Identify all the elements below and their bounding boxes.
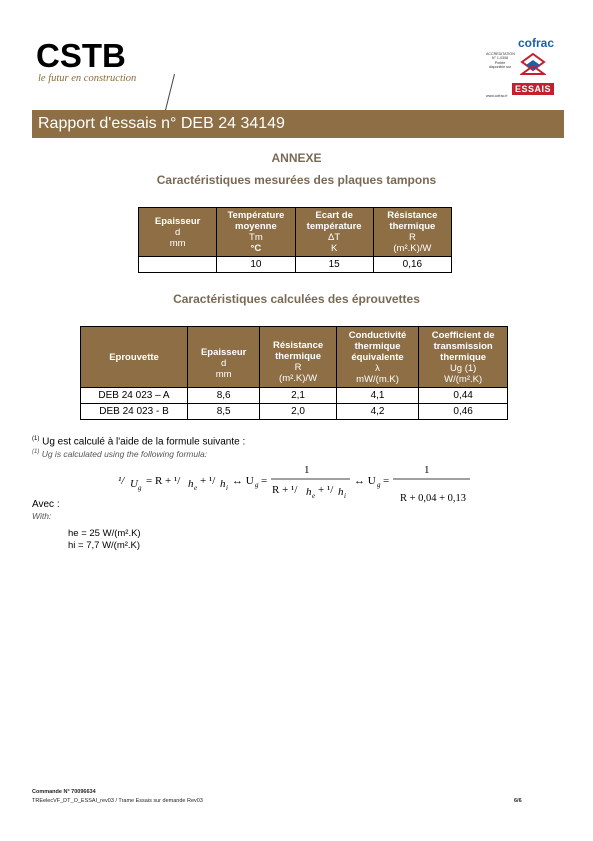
table-cell: 4,1 (336, 388, 419, 404)
table-header-cell (419, 327, 508, 388)
th-symbol: d (221, 357, 227, 369)
table-cell: 4,2 (336, 404, 419, 420)
table-row (81, 388, 508, 404)
cofrac-logo (486, 36, 554, 102)
note-fr-text: Ug est calculé à l'aide de la formule suivante : (39, 436, 246, 448)
table-cell: 0,16 (373, 257, 451, 273)
svg-text:g: g (377, 481, 381, 489)
th-label: Epaisseur (154, 215, 201, 227)
cofrac-line: ACCREDITATION (486, 52, 515, 56)
svg-text:= R + ¹/: = R + ¹/ (146, 475, 181, 487)
th-label: Température moyenne (227, 210, 285, 232)
table-header-cell (81, 327, 188, 388)
table-cell: DEB 24 023 – A (81, 388, 188, 404)
th-symbol: R (408, 232, 416, 243)
note-marker: (1) (32, 449, 40, 456)
table-header-cell (139, 208, 217, 257)
svg-text:=: = (261, 475, 268, 487)
table-header-cell (295, 208, 373, 257)
table-header-cell (260, 327, 336, 388)
th-unit: mW/(m.K) (356, 373, 399, 385)
th-label: Ecart de température (306, 210, 362, 232)
logo-text: CSTB (36, 37, 126, 74)
th-unit: K (330, 243, 338, 254)
table-header-cell (217, 208, 295, 257)
table-eprouvettes (80, 326, 508, 420)
report-banner: Rapport d'essais n° DEB 24 34149 (32, 110, 564, 138)
svg-text:g: g (255, 481, 259, 489)
table-header-row (81, 327, 508, 388)
table1-title: Caractéristiques mesurées des plaques tampons (156, 173, 437, 187)
formula-constants: R + 0,04 + 0,13 (399, 493, 467, 504)
svg-text:h: h (188, 478, 194, 490)
cofrac-url: www.cofrac.fr (486, 94, 508, 98)
table-header-row (139, 208, 452, 257)
table-header-cell (336, 327, 419, 388)
svg-text:1: 1 (424, 464, 430, 476)
annex-title: ANNEXE (271, 151, 322, 165)
table-cell: 8,6 (188, 388, 260, 404)
with-label: With: (32, 511, 52, 521)
th-unit: W/(m².K) (444, 373, 483, 385)
svg-text:h: h (220, 478, 226, 490)
footer-commande: Commande N° 70096634 (32, 789, 96, 795)
svg-text:+ ¹/: + ¹/ (200, 475, 216, 487)
cofrac-line: disponible sur (488, 65, 512, 70)
footer-page: 6/6 (514, 798, 522, 804)
svg-text:¹/: ¹/ (118, 475, 125, 487)
svg-text:↔ U: ↔ U (354, 475, 376, 487)
note-en-text: Ug is calculated using the following formula: (39, 449, 208, 459)
he-value: he = 25 W/(m².K) (68, 528, 141, 539)
table-cell: 2,1 (260, 388, 336, 404)
cstb-logo (36, 38, 166, 98)
logo-tagline: le futur en construction (38, 73, 137, 84)
svg-text:i: i (226, 484, 228, 492)
note-marker: (1) (32, 436, 40, 442)
table-header-cell (373, 208, 451, 257)
svg-text:i: i (344, 492, 346, 500)
th-symbol: d (174, 226, 181, 238)
cofrac-title: cofrac (517, 36, 554, 50)
svg-text:R + ¹/: R + ¹/ (272, 484, 298, 496)
table2-title: Caractéristiques calculées des éprouvettes (173, 292, 420, 306)
table-cell: 8,5 (188, 404, 260, 420)
table-row (139, 257, 452, 273)
svg-text:=: = (383, 475, 390, 487)
note-en (32, 449, 207, 459)
th-label: Conductivité thermique équivalente (348, 329, 407, 363)
th-symbol: ΔT (328, 232, 341, 243)
th-unit: °C (250, 243, 262, 254)
svg-text:1: 1 (304, 464, 310, 476)
cofrac-essais-badge: ESSAIS (512, 83, 554, 95)
avec-label: Avec : (32, 499, 60, 510)
th-symbol: λ (375, 362, 380, 374)
cofrac-line: Portée (494, 60, 506, 65)
table-cell: 10 (217, 257, 295, 273)
table-cell (139, 257, 217, 273)
cofrac-accreditation (486, 52, 514, 70)
hi-value: hi = 7,7 W/(m².K) (68, 540, 141, 551)
table-cell: 15 (295, 257, 373, 273)
svg-text:U: U (130, 478, 138, 490)
svg-text:h: h (306, 486, 312, 498)
table-row (81, 404, 508, 420)
th-unit: (m².K)/W (279, 373, 318, 384)
svg-text:+ ¹/: + ¹/ (318, 484, 334, 496)
th-symbol: Tm (249, 232, 263, 243)
svg-text:↔ U: ↔ U (232, 475, 254, 487)
table-plaques-tampons (138, 207, 452, 273)
footer-trame: TREelecVF_DT_O_ESSAI_rev03 / Trame Essais sur demande Rev03 (32, 798, 203, 804)
th-label: Résistance thermique (387, 210, 438, 232)
th-label: Epaisseur (200, 346, 247, 358)
th-unit: mm (169, 237, 186, 249)
table-cell: 0,44 (419, 388, 508, 404)
table-cell: 0,46 (419, 404, 508, 420)
svg-text:g: g (138, 484, 142, 492)
th-symbol: Ug (1) (449, 362, 477, 374)
cofrac-line: N° 1-0308 (491, 56, 509, 61)
th-label: Coefficient de transmission thermique (431, 329, 495, 363)
table-cell: DEB 24 023 - B (81, 404, 188, 420)
th-unit: mm (215, 368, 232, 380)
cofrac-mark-icon (520, 52, 546, 78)
table-header-cell (188, 327, 260, 388)
table-cell: 2,0 (260, 404, 336, 420)
th-label: Résistance thermique (272, 340, 324, 362)
th-label: Eprouvette (109, 351, 159, 363)
svg-text:h: h (338, 486, 344, 498)
svg-text:e: e (194, 484, 198, 492)
th-symbol: R (294, 362, 302, 373)
note-fr (32, 436, 245, 447)
svg-text:e: e (312, 492, 316, 500)
th-unit: (m².K)/W (393, 243, 432, 254)
